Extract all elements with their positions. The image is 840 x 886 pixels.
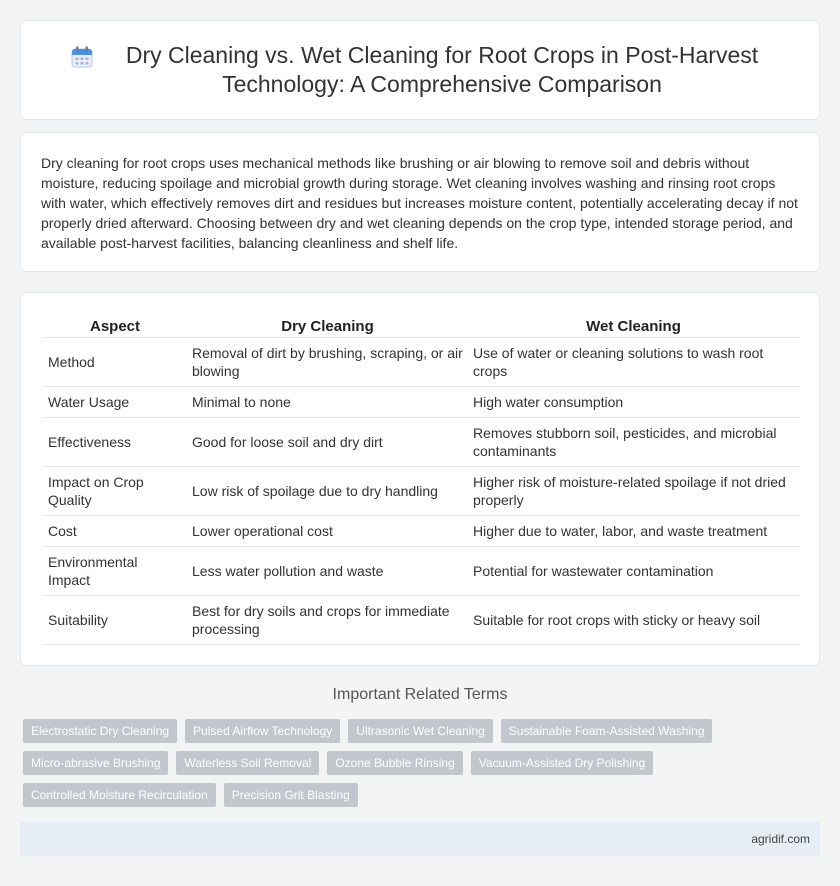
footer bbox=[20, 822, 820, 856]
related-term-tag[interactable]: Controlled Moisture Recirculation bbox=[23, 783, 216, 807]
related-terms-list bbox=[23, 719, 813, 815]
related-term-tag[interactable]: Ozone Bubble Rinsing bbox=[327, 751, 462, 775]
table-cell: Suitable for root crops with sticky or heavy soil bbox=[468, 595, 799, 644]
table-cell: Cost bbox=[43, 515, 187, 546]
intro-paragraph: Dry cleaning for root crops uses mechanical methods like brushing or air blowing to remove soil and debris without moisture, reducing spoilage and microbial growth during storage. Wet cleaning involves washing and rinsing root crops with water, which effectively removes dirt and residues but increases moisture content, potentially accelerating decay if not properly dried afterward. Choosing between dry and wet cleaning depends on the crop type, intended storage period, and available post-harvest facilities, balancing cleanliness and shelf life. bbox=[41, 155, 798, 251]
title-card bbox=[20, 20, 820, 120]
table-cell: Use of water or cleaning solutions to wash root crops bbox=[468, 337, 799, 386]
related-terms-title: Important Related Terms bbox=[332, 686, 508, 703]
table-cell: Best for dry soils and crops for immediate processing bbox=[187, 595, 468, 644]
related-term-tag[interactable]: Precision Grit Blasting bbox=[224, 783, 358, 807]
table-row bbox=[43, 417, 799, 466]
comparison-table bbox=[43, 309, 799, 645]
related-term-tag[interactable]: Ultrasonic Wet Cleaning bbox=[348, 719, 493, 743]
table-cell: Impact on Crop Quality bbox=[43, 466, 187, 515]
table-row bbox=[43, 546, 799, 595]
header-aspect: Aspect bbox=[43, 309, 187, 337]
table-cell: Higher risk of moisture-related spoilage if not dried properly bbox=[468, 466, 799, 515]
related-term-tag[interactable]: Pulsed Airflow Technology bbox=[185, 719, 340, 743]
table-row bbox=[43, 595, 799, 644]
table-cell: Good for loose soil and dry dirt bbox=[187, 417, 468, 466]
tag-row bbox=[23, 751, 813, 775]
calendar-icon bbox=[70, 45, 94, 69]
table-cell: Removes stubborn soil, pesticides, and microbial contaminants bbox=[468, 417, 799, 466]
table-cell: Suitability bbox=[43, 595, 187, 644]
table-cell: High water consumption bbox=[468, 386, 799, 417]
title-wrap bbox=[70, 41, 770, 99]
table-row bbox=[43, 466, 799, 515]
table-cell: Low risk of spoilage due to dry handling bbox=[187, 466, 468, 515]
table-cell: Lower operational cost bbox=[187, 515, 468, 546]
table-cell: Removal of dirt by brushing, scraping, or air blowing bbox=[187, 337, 468, 386]
related-term-tag[interactable]: Electrostatic Dry Cleaning bbox=[23, 719, 177, 743]
table-row bbox=[43, 515, 799, 546]
table-cell: Minimal to none bbox=[187, 386, 468, 417]
tag-row bbox=[23, 783, 813, 807]
table-cell: Less water pollution and waste bbox=[187, 546, 468, 595]
table-header-row bbox=[43, 309, 799, 337]
intro-card bbox=[20, 132, 820, 272]
table-cell: Potential for wastewater contamination bbox=[468, 546, 799, 595]
header-dry-cleaning: Dry Cleaning bbox=[187, 309, 468, 337]
table-row bbox=[43, 386, 799, 417]
footer-site-link[interactable]: agridif.com bbox=[751, 832, 810, 846]
table-cell: Higher due to water, labor, and waste treatment bbox=[468, 515, 799, 546]
related-term-tag[interactable]: Micro-abrasive Brushing bbox=[23, 751, 168, 775]
table-cell: Method bbox=[43, 337, 187, 386]
tag-row bbox=[23, 719, 813, 743]
comparison-table-card bbox=[20, 292, 820, 666]
header-wet-cleaning: Wet Cleaning bbox=[468, 309, 799, 337]
table-cell: Effectiveness bbox=[43, 417, 187, 466]
related-term-tag[interactable]: Vacuum-Assisted Dry Polishing bbox=[471, 751, 654, 775]
table-cell: Environmental Impact bbox=[43, 546, 187, 595]
table-cell: Water Usage bbox=[43, 386, 187, 417]
page-title: Dry Cleaning vs. Wet Cleaning for Root Crops in Post-Harvest Technology: A Comprehensive Comparison bbox=[125, 42, 759, 97]
table-row bbox=[43, 337, 799, 386]
related-term-tag[interactable]: Sustainable Foam-Assisted Washing bbox=[501, 719, 713, 743]
related-term-tag[interactable]: Waterless Soil Removal bbox=[176, 751, 319, 775]
